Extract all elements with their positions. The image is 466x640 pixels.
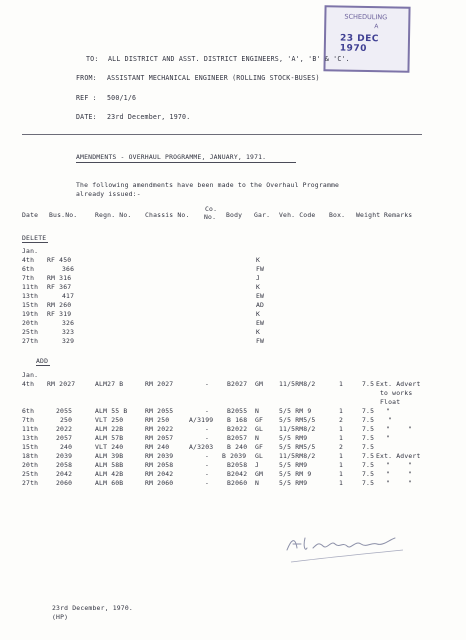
- row-body: B 2039: [222, 452, 247, 460]
- row-bus: 2057: [56, 434, 73, 442]
- col-weight: Weight: [356, 211, 381, 219]
- row-veh: 5/5 RM5/5: [279, 443, 316, 451]
- row-remarks: ": [386, 479, 391, 487]
- col-box: Box.: [329, 211, 346, 219]
- row-regn: ALM 57B: [95, 434, 124, 442]
- row-bus: 2058: [56, 461, 73, 469]
- row-remarks: ": [386, 425, 391, 433]
- row-remarks: ": [386, 434, 391, 442]
- row-bus: 2022: [56, 425, 73, 433]
- row-regn: VLT 250: [95, 416, 124, 424]
- header-divider: [22, 134, 422, 135]
- row-box: 1: [339, 470, 344, 478]
- from-label: FROM:: [76, 74, 97, 82]
- stamp-date: 23 DEC 1970: [339, 33, 379, 54]
- row-weight: 7.5: [362, 470, 375, 478]
- add-heading: ADD: [36, 357, 49, 365]
- row-regn: ALM27 B: [95, 380, 124, 388]
- col-remarks: Remarks: [384, 211, 413, 219]
- row-date: 27th: [22, 337, 39, 345]
- row-bus: RM 316: [47, 274, 72, 282]
- row-weight: 7.5: [362, 443, 375, 451]
- row-date: 25th: [22, 470, 39, 478]
- row-gar: FW: [256, 337, 265, 345]
- intro-line-2: already issued:-: [76, 190, 141, 198]
- remarks-continued: Float: [380, 398, 401, 406]
- row-body: B2027: [227, 380, 248, 388]
- table-row: [0, 337, 466, 348]
- row-regn: ALM 42B: [95, 470, 124, 478]
- row-body: B 168: [227, 416, 248, 424]
- row-body: B2055: [227, 407, 248, 415]
- row-date: 4th: [22, 256, 35, 264]
- row-co: -: [205, 452, 210, 460]
- row-gar: N: [255, 407, 260, 415]
- row-bus: RF 367: [47, 283, 72, 291]
- row-bus: 417: [62, 292, 75, 300]
- row-date: 25th: [22, 328, 39, 336]
- row-regn: ALM 55 B: [95, 407, 128, 415]
- row-date: 6th: [22, 265, 35, 273]
- footer-date: 23rd December, 1970.: [52, 604, 133, 612]
- row-gar: N: [255, 434, 260, 442]
- row-remarks: Ext. Advert: [376, 452, 421, 460]
- row-bus: 329: [62, 337, 75, 345]
- row-bus: RM 2027: [47, 380, 76, 388]
- row-remarks-extra: ": [408, 425, 413, 433]
- row-chassis: RM 240: [145, 443, 170, 451]
- row-date: 15th: [22, 443, 39, 451]
- row-body: B 240: [227, 443, 248, 451]
- row-veh: 11/5RM8/2: [279, 452, 316, 460]
- intro-line-1: The following amendments have been made to the Overhaul Programme: [76, 181, 340, 189]
- row-bus: 323: [62, 328, 75, 336]
- row-gar: EW: [256, 292, 265, 300]
- ref-label: REF :: [76, 94, 97, 102]
- delete-heading: DELETE: [22, 234, 47, 242]
- row-box: 2: [339, 416, 344, 424]
- signature-text: [313, 533, 315, 534]
- row-remarks: Ext. Advert: [376, 380, 421, 388]
- row-bus: 2060: [56, 479, 73, 487]
- row-veh: 11/5RM8/2: [279, 380, 316, 388]
- row-box: 2: [339, 443, 344, 451]
- col-veh-code: Veh. Code: [279, 211, 316, 219]
- row-remarks-extra: ": [408, 470, 413, 478]
- row-remarks-extra: ": [408, 479, 413, 487]
- col-co-no-2: No.: [204, 213, 217, 221]
- row-gar: GL: [255, 452, 264, 460]
- stamp-line-2: A: [374, 23, 379, 31]
- row-gar: J: [256, 274, 261, 282]
- row-chassis: RM 2039: [145, 452, 174, 460]
- row-regn: VLT 240: [95, 443, 124, 451]
- row-date: 4th: [22, 380, 35, 388]
- row-gar: GF: [255, 443, 264, 451]
- row-co: A/3203: [189, 443, 214, 451]
- date-value: 23rd December, 1970.: [107, 113, 191, 121]
- row-body: B2060: [227, 479, 248, 487]
- row-remarks-extra: ": [408, 461, 413, 469]
- row-gar: N: [255, 479, 260, 487]
- row-bus: RM 260: [47, 301, 72, 309]
- document-title: AMENDMENTS - OVERHAUL PROGRAMME, JANUARY, 1971.: [76, 153, 267, 161]
- row-bus: 326: [62, 319, 75, 327]
- row-veh: 5/5 RM9: [279, 461, 308, 469]
- col-body: Body: [226, 211, 243, 219]
- row-date: 19th: [22, 310, 39, 318]
- row-weight: 7.5: [362, 380, 375, 388]
- row-weight: 7.5: [362, 452, 375, 460]
- row-gar: EW: [256, 319, 265, 327]
- row-remarks: ": [386, 470, 391, 478]
- row-weight: 7.5: [362, 479, 375, 487]
- row-veh: 5/5 RM9: [279, 434, 308, 442]
- row-remarks: ": [386, 407, 391, 415]
- ref-value: 500/1/6: [107, 94, 137, 102]
- row-date: 18th: [22, 452, 39, 460]
- add-underline: [36, 365, 50, 366]
- row-co: -: [205, 470, 210, 478]
- row-bus: 250: [60, 416, 73, 424]
- row-date: 13th: [22, 434, 39, 442]
- table-row: [0, 479, 466, 490]
- col-date: Date: [22, 211, 39, 219]
- row-box: 1: [339, 461, 344, 469]
- row-bus: RF 450: [47, 256, 72, 264]
- row-veh: 5/5 RM5/5: [279, 416, 316, 424]
- row-body: B2022: [227, 425, 248, 433]
- row-co: -: [205, 461, 210, 469]
- row-co: -: [205, 479, 210, 487]
- row-date: 13th: [22, 292, 39, 300]
- to-value: ALL DISTRICT AND ASST. DISTRICT ENGINEERS, 'A', 'B' & 'C'.: [108, 55, 350, 63]
- title-underline: [76, 162, 296, 163]
- row-gar: GM: [255, 470, 264, 478]
- row-weight: 7.5: [362, 461, 375, 469]
- row-gar: J: [255, 461, 260, 469]
- row-chassis: RM 250: [145, 416, 170, 424]
- row-date: 27th: [22, 479, 39, 487]
- row-gar: K: [256, 256, 261, 264]
- row-veh: 11/5RM8/2: [279, 425, 316, 433]
- row-date: 7th: [22, 416, 35, 424]
- col-bus-no: Bus.No.: [49, 211, 78, 219]
- col-regn-no: Regn. No.: [95, 211, 132, 219]
- row-remarks: ": [388, 416, 393, 424]
- row-regn: ALM 60B: [95, 479, 124, 487]
- row-chassis: RM 2058: [145, 461, 174, 469]
- row-chassis: RM 2060: [145, 479, 174, 487]
- row-gar: GF: [255, 416, 264, 424]
- row-date: 11th: [22, 283, 39, 291]
- row-gar: K: [256, 283, 261, 291]
- row-bus: 2042: [56, 470, 73, 478]
- row-co: A/3199: [189, 416, 214, 424]
- row-co: -: [205, 407, 210, 415]
- row-gar: K: [256, 310, 261, 318]
- row-regn: ALM 39B: [95, 452, 124, 460]
- row-regn: ALM 58B: [95, 461, 124, 469]
- col-chassis-no: Chassis No.: [145, 211, 190, 219]
- col-co-no-1: Co.: [205, 205, 218, 213]
- row-box: 1: [339, 479, 344, 487]
- row-gar: GL: [255, 425, 264, 433]
- row-box: 1: [339, 452, 344, 460]
- delete-underline: [22, 242, 48, 243]
- row-remarks: ": [386, 461, 391, 469]
- from-value: ASSISTANT MECHANICAL ENGINEER (ROLLING STOCK-BUSES): [107, 74, 320, 82]
- row-chassis: RM 2055: [145, 407, 174, 415]
- row-date: 7th: [22, 274, 35, 282]
- row-gar: K: [256, 328, 261, 336]
- row-co: -: [205, 380, 210, 388]
- row-bus: RF 319: [47, 310, 72, 318]
- date-label: DATE:: [76, 113, 97, 121]
- stamp-line-1: SCHEDULING: [344, 12, 388, 22]
- row-box: 1: [339, 407, 344, 415]
- add-month: Jan.: [22, 371, 39, 379]
- row-date: 11th: [22, 425, 39, 433]
- remarks-continued: to works: [380, 389, 413, 397]
- row-weight: 7.5: [362, 416, 375, 424]
- row-chassis: RM 2027: [145, 380, 174, 388]
- row-bus: 366: [62, 265, 75, 273]
- row-chassis: RM 2042: [145, 470, 174, 478]
- footer-initials: (HP): [52, 613, 69, 621]
- row-bus: 2039: [56, 452, 73, 460]
- delete-month: Jan.: [22, 247, 39, 255]
- row-regn: ALM 22B: [95, 425, 124, 433]
- row-co: -: [205, 434, 210, 442]
- row-bus: 2055: [56, 407, 73, 415]
- row-body: B2057: [227, 434, 248, 442]
- row-weight: 7.5: [362, 407, 375, 415]
- col-gar: Gar.: [254, 211, 271, 219]
- row-date: 15th: [22, 301, 39, 309]
- row-veh: 5/5 RM 9: [279, 407, 312, 415]
- row-weight: 7.5: [362, 425, 375, 433]
- row-body: B2042: [227, 470, 248, 478]
- row-gar: GM: [255, 380, 264, 388]
- row-date: 20th: [22, 461, 39, 469]
- to-label: TO:: [86, 55, 99, 63]
- row-body: B2058: [227, 461, 248, 469]
- row-veh: 5/5 RM 9: [279, 470, 312, 478]
- row-gar: AD: [256, 301, 265, 309]
- row-veh: 5/5 RM9: [279, 479, 308, 487]
- row-chassis: RM 2022: [145, 425, 174, 433]
- row-weight: 7.5: [362, 434, 375, 442]
- row-box: 1: [339, 425, 344, 433]
- row-co: -: [205, 425, 210, 433]
- row-box: 1: [339, 434, 344, 442]
- row-date: 6th: [22, 407, 35, 415]
- row-chassis: RM 2057: [145, 434, 174, 442]
- row-bus: 240: [60, 443, 73, 451]
- row-date: 20th: [22, 319, 39, 327]
- row-gar: FW: [256, 265, 265, 273]
- row-box: 1: [339, 380, 344, 388]
- handwritten-signature: [283, 522, 423, 566]
